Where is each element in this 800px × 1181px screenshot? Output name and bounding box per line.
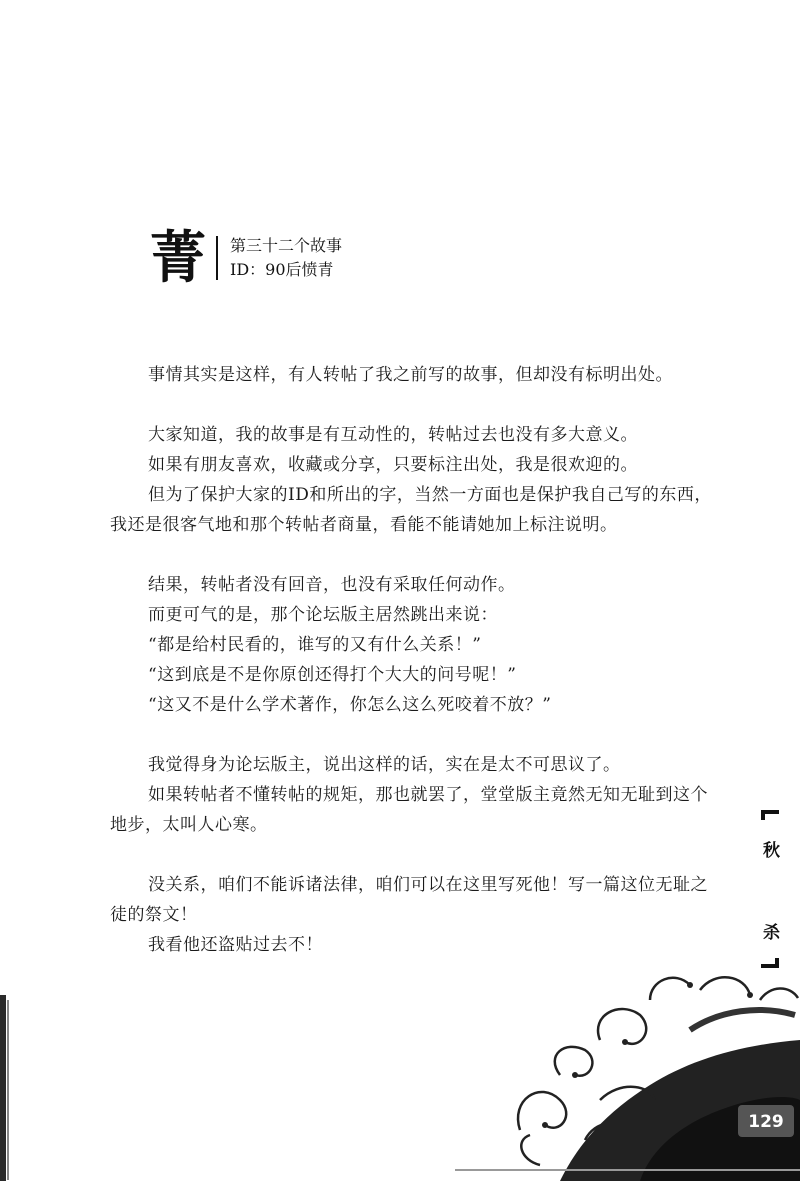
paragraph: 结果，转帖者没有回音，也没有采取任何动作。 — [148, 575, 516, 595]
running-title-char: 杀 — [763, 923, 780, 943]
running-title-char: 秋 — [763, 841, 780, 861]
page-number: 129 — [748, 1112, 784, 1132]
paragraph: 如果有朋友喜欢，收藏或分享，只要标注出处，我是很欢迎的。 — [148, 455, 638, 475]
author-id: ID：90后愤青 — [230, 260, 334, 279]
left-edge-shadow — [0, 995, 6, 1181]
paragraph: 我觉得身为论坛版主，说出这样的话，实在是太不可思议了。 — [148, 755, 621, 775]
paragraph: 事情其实是这样，有人转帖了我之前写的故事，但却没有标明出处。 — [148, 365, 673, 385]
paragraph: 如果转帖者不懂转帖的规矩，那也就罢了，堂堂版主竟然无知无耻到这个地步，太叫人心寒。 — [110, 785, 708, 835]
quote-line: “都是给村民看的，谁写的又有什么关系！” — [148, 635, 482, 655]
story-title-character: 菁 — [150, 225, 206, 291]
paragraph: 大家知道，我的故事是有互动性的，转帖过去也没有多大意义。 — [148, 425, 638, 445]
paragraph: 没关系，咱们不能诉诸法律，咱们可以在这里写死他！写一篇这位无耻之徒的祭文！ — [110, 875, 708, 925]
paragraph: 我看他还盗贴过去不！ — [148, 935, 323, 955]
paragraph: 而更可气的是，那个论坛版主居然跳出来说： — [148, 605, 498, 625]
quote-line: “这到底是不是你原创还得打个大大的问号呢！” — [148, 665, 517, 685]
story-number: 第三十二个故事 — [230, 236, 343, 255]
left-edge-line — [7, 1000, 9, 1180]
quote-line: “这又不是什么学术著作，你怎么这么死咬着不放？” — [148, 695, 552, 715]
paragraph: 但为了保护大家的ID和所出的字，当然一方面也是保护我自己写的东西，我还是很客气地和那个转帖者商量，看能不能请她加上标注说明。 — [110, 485, 712, 535]
ornament-highlight — [690, 1010, 795, 1030]
